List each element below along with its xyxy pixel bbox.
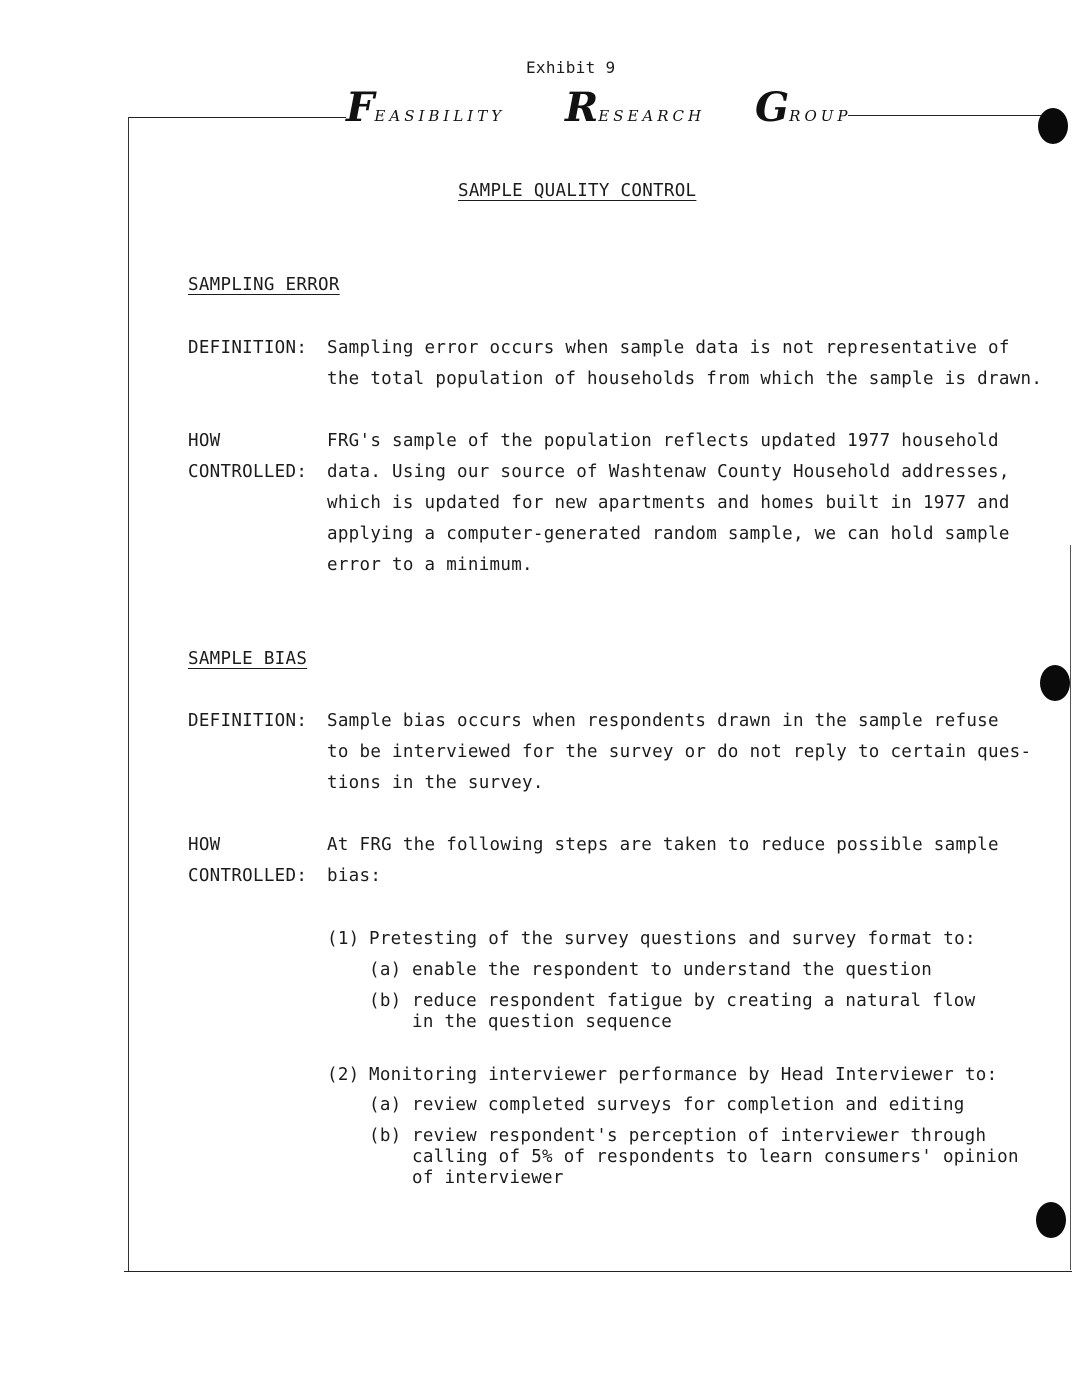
step-text: Monitoring interviewer performance by Head Interviewer to: [369,1065,998,1085]
section-heading-sampling-error: SAMPLING ERROR [188,275,340,295]
how-controlled-text-line: At FRG the following steps are taken to reduce possible sample [327,835,999,855]
how-controlled-label: HOW [188,835,221,855]
how-controlled-label: CONTROLLED: [188,866,308,886]
letterhead-initial: F [346,84,375,131]
punch-hole-bottom [1036,1202,1066,1238]
page-title: SAMPLE QUALITY CONTROL [458,181,697,201]
substep-text-line: in the question sequence [412,1012,673,1032]
definition-text-line: the total population of households from which the sample is drawn. [327,369,1043,389]
definition-label: DEFINITION: [188,338,308,358]
section-heading-sample-bias: SAMPLE BIAS [188,649,308,669]
substep-text-line: enable the respondent to understand the question [412,960,933,980]
substep-text-line: review respondent's perception of interviewer through [412,1126,987,1146]
how-controlled-text-line: bias: [327,866,382,886]
definition-label: DEFINITION: [188,711,308,731]
how-controlled-label: CONTROLLED: [188,462,308,482]
frame-right-rule [1070,545,1071,1270]
how-controlled-text-line: error to a minimum. [327,555,533,575]
definition-text-line: to be interviewed for the survey or do not reply to certain ques- [327,742,1032,762]
letterhead-initial: R [565,84,599,131]
definition-text-line: Sample bias occurs when respondents drawn in the sample refuse [327,711,999,731]
step-text: Pretesting of the survey questions and survey format to: [369,929,976,949]
punch-hole-middle [1040,665,1070,701]
letterhead-initial: G [755,84,790,131]
substep-letter: (b) [369,991,402,1011]
step-number: (1) [327,929,360,949]
how-controlled-text-line: FRG's sample of the population reflects updated 1977 household [327,431,999,451]
substep-letter: (a) [369,1095,402,1115]
substep-letter: (a) [369,960,402,980]
substep-letter: (b) [369,1126,402,1146]
how-controlled-text-line: data. Using our source of Washtenaw County Household addresses, [327,462,1010,482]
how-controlled-text-line: which is updated for new apartments and homes built in 1977 and [327,493,1010,513]
frame-top-left-rule [128,117,346,118]
punch-hole-top [1038,108,1068,144]
substep-text-line: reduce respondent fatigue by creating a natural flow [412,991,976,1011]
how-controlled-text-line: applying a computer-generated random sample, we can hold sample [327,524,1010,544]
letterhead-word-group [755,84,852,131]
how-controlled-label: HOW [188,431,221,451]
letterhead-rest: ESEARCH [598,107,706,125]
frame-bottom-rule [124,1271,1072,1272]
step-number: (2) [327,1065,360,1085]
substep-text-line: of interviewer [412,1168,564,1188]
letterhead-word-feasibility [346,84,506,131]
letterhead-word-research [565,84,706,131]
definition-text-line: tions in the survey. [327,773,544,793]
letterhead-rest: ROUP [789,107,852,125]
exhibit-label: Exhibit 9 [526,58,616,77]
frame-left-rule [128,117,129,1272]
frame-top-right-rule [848,115,1044,116]
definition-text-line: Sampling error occurs when sample data is not representative of [327,338,1010,358]
letterhead-rest: EASIBILITY [374,107,506,125]
substep-text-line: calling of 5% of respondents to learn consumers' opinion [412,1147,1019,1167]
substep-text-line: review completed surveys for completion and editing [412,1095,965,1115]
